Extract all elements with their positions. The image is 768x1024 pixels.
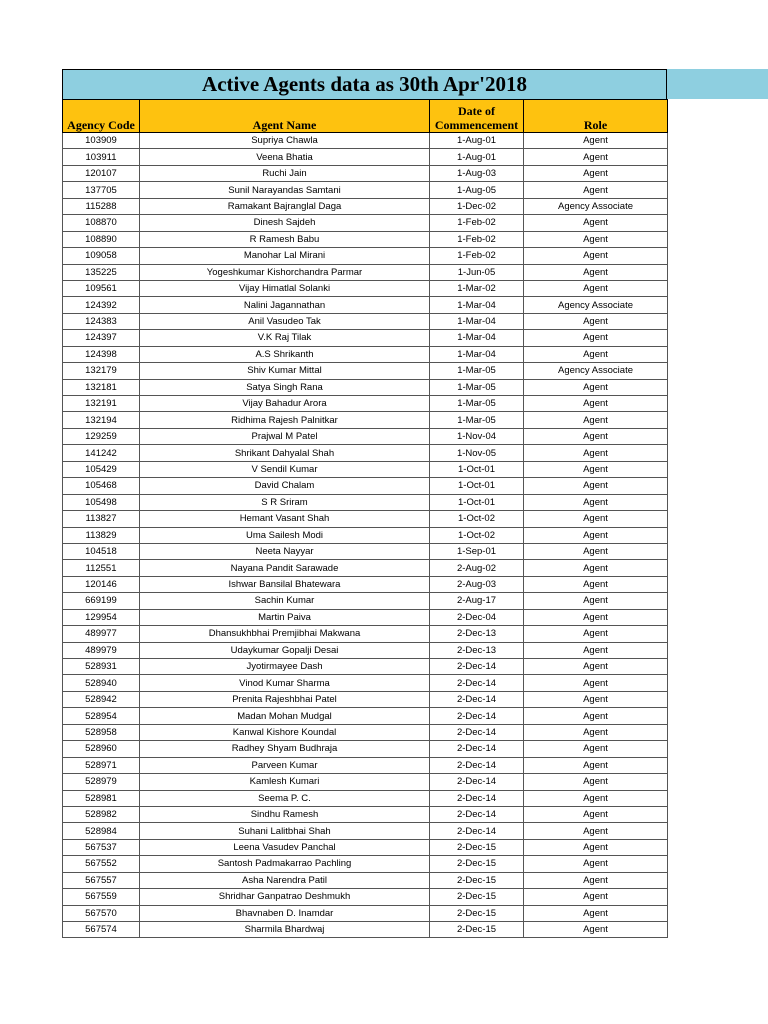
agent-name-cell: Madan Mohan Mudgal xyxy=(140,708,430,724)
agency-code-cell: 528958 xyxy=(63,724,140,740)
table-row xyxy=(63,543,668,559)
commencement-date-cell: 2-Dec-15 xyxy=(430,872,524,888)
agency-code-cell: 528942 xyxy=(63,691,140,707)
agent-name-cell: V Sendil Kumar xyxy=(140,461,430,477)
header-agency-code: Agency Code xyxy=(63,100,140,133)
agent-name-cell: Vijay Bahadur Arora xyxy=(140,396,430,412)
agent-name-cell: Sharmila Bhardwaj xyxy=(140,922,430,938)
table-row xyxy=(63,659,668,675)
commencement-date-cell: 1-Mar-04 xyxy=(430,330,524,346)
role-cell: Agent xyxy=(524,445,668,461)
agent-name-cell: Sachin Kumar xyxy=(140,593,430,609)
table-row xyxy=(63,872,668,888)
role-cell: Agency Associate xyxy=(524,198,668,214)
agent-name-cell: Ramakant Bajranglal Daga xyxy=(140,198,430,214)
agent-name-cell: Ridhima Rajesh Palnitkar xyxy=(140,412,430,428)
role-cell: Agent xyxy=(524,856,668,872)
role-cell: Agent xyxy=(524,922,668,938)
agency-code-cell: 528979 xyxy=(63,774,140,790)
agent-name-cell: Vinod Kumar Sharma xyxy=(140,675,430,691)
agent-name-cell: Dhansukhbhai Premjibhai Makwana xyxy=(140,626,430,642)
commencement-date-cell: 2-Dec-14 xyxy=(430,708,524,724)
table-row xyxy=(63,806,668,822)
role-cell: Agent xyxy=(524,741,668,757)
role-cell: Agent xyxy=(524,494,668,510)
role-cell: Agent xyxy=(524,609,668,625)
header-agent-name: Agent Name xyxy=(140,100,430,133)
table-row xyxy=(63,280,668,296)
role-cell: Agent xyxy=(524,691,668,707)
agent-name-cell: Radhey Shyam Budhraja xyxy=(140,741,430,757)
commencement-date-cell: 2-Dec-14 xyxy=(430,757,524,773)
agent-name-cell: Suhani Lalitbhai Shah xyxy=(140,823,430,839)
agency-code-cell: 669199 xyxy=(63,593,140,609)
commencement-date-cell: 2-Dec-13 xyxy=(430,642,524,658)
role-cell: Agent xyxy=(524,576,668,592)
agency-code-cell: 528971 xyxy=(63,757,140,773)
commencement-date-cell: 1-Mar-05 xyxy=(430,412,524,428)
commencement-date-cell: 1-Mar-02 xyxy=(430,280,524,296)
commencement-date-cell: 2-Dec-14 xyxy=(430,675,524,691)
commencement-date-cell: 1-Feb-02 xyxy=(430,231,524,247)
agent-name-cell: Parveen Kumar xyxy=(140,757,430,773)
table-row xyxy=(63,511,668,527)
role-cell: Agent xyxy=(524,149,668,165)
header-role: Role xyxy=(524,100,668,133)
table-row xyxy=(63,856,668,872)
header-row xyxy=(63,100,668,133)
agent-name-cell: Ishwar Bansilal Bhatewara xyxy=(140,576,430,592)
table-row xyxy=(63,527,668,543)
table-row xyxy=(63,149,668,165)
agent-name-cell: Manohar Lal Mirani xyxy=(140,248,430,264)
table-row xyxy=(63,313,668,329)
table-row xyxy=(63,691,668,707)
table-row xyxy=(63,889,668,905)
table-row xyxy=(63,231,668,247)
commencement-date-cell: 2-Dec-14 xyxy=(430,691,524,707)
table-row xyxy=(63,790,668,806)
agency-code-cell: 113829 xyxy=(63,527,140,543)
agency-code-cell: 105429 xyxy=(63,461,140,477)
commencement-date-cell: 2-Dec-14 xyxy=(430,741,524,757)
role-cell: Agent xyxy=(524,889,668,905)
commencement-date-cell: 1-Oct-01 xyxy=(430,494,524,510)
role-cell: Agent xyxy=(524,593,668,609)
agent-name-cell: Prenita Rajeshbhai Patel xyxy=(140,691,430,707)
role-cell: Agent xyxy=(524,543,668,559)
agent-name-cell: Udaykumar Gopalji Desai xyxy=(140,642,430,658)
role-cell: Agent xyxy=(524,905,668,921)
commencement-date-cell: 2-Dec-04 xyxy=(430,609,524,625)
table-row xyxy=(63,905,668,921)
role-cell: Agent xyxy=(524,659,668,675)
table-row xyxy=(63,428,668,444)
commencement-date-cell: 1-Mar-04 xyxy=(430,297,524,313)
agency-code-cell: 141242 xyxy=(63,445,140,461)
agency-code-cell: 528931 xyxy=(63,659,140,675)
agency-code-cell: 124397 xyxy=(63,330,140,346)
agency-code-cell: 103911 xyxy=(63,149,140,165)
agent-name-cell: Satya Singh Rana xyxy=(140,379,430,395)
agent-name-cell: Vijay Himatlal Solanki xyxy=(140,280,430,296)
commencement-date-cell: 2-Dec-14 xyxy=(430,806,524,822)
agency-code-cell: 120107 xyxy=(63,165,140,181)
agency-code-cell: 129954 xyxy=(63,609,140,625)
header-date-of-commencement xyxy=(430,100,524,133)
agency-code-cell: 567570 xyxy=(63,905,140,921)
table-row xyxy=(63,330,668,346)
commencement-date-cell: 2-Aug-03 xyxy=(430,576,524,592)
agency-code-cell: 108890 xyxy=(63,231,140,247)
table-row xyxy=(63,560,668,576)
table-row xyxy=(63,363,668,379)
agency-code-cell: 105498 xyxy=(63,494,140,510)
role-cell: Agent xyxy=(524,461,668,477)
commencement-date-cell: 2-Dec-15 xyxy=(430,922,524,938)
agent-name-cell: Uma Sailesh Modi xyxy=(140,527,430,543)
agency-code-cell: 137705 xyxy=(63,182,140,198)
header-date-line1: Date of xyxy=(458,104,495,118)
commencement-date-cell: 2-Dec-14 xyxy=(430,774,524,790)
table-row xyxy=(63,774,668,790)
commencement-date-cell: 1-Dec-02 xyxy=(430,198,524,214)
table-row xyxy=(63,724,668,740)
sheet-title: Active Agents data as 30th Apr'2018 xyxy=(202,72,527,96)
table-row xyxy=(63,133,668,149)
commencement-date-cell: 1-Sep-01 xyxy=(430,543,524,559)
table-row xyxy=(63,757,668,773)
role-cell: Agent xyxy=(524,478,668,494)
role-cell: Agent xyxy=(524,428,668,444)
role-cell: Agent xyxy=(524,280,668,296)
commencement-date-cell: 2-Dec-15 xyxy=(430,889,524,905)
table-row xyxy=(63,642,668,658)
role-cell: Agent xyxy=(524,757,668,773)
agency-code-cell: 115288 xyxy=(63,198,140,214)
commencement-date-cell: 1-Mar-04 xyxy=(430,313,524,329)
commencement-date-cell: 1-Aug-01 xyxy=(430,149,524,165)
commencement-date-cell: 1-Oct-01 xyxy=(430,478,524,494)
agent-name-cell: Nayana Pandit Sarawade xyxy=(140,560,430,576)
agent-name-cell: Veena Bhatia xyxy=(140,149,430,165)
commencement-date-cell: 1-Oct-01 xyxy=(430,461,524,477)
role-cell: Agent xyxy=(524,133,668,149)
agency-code-cell: 124392 xyxy=(63,297,140,313)
agency-code-cell: 489977 xyxy=(63,626,140,642)
role-cell: Agent xyxy=(524,182,668,198)
agency-code-cell: 108870 xyxy=(63,215,140,231)
role-cell: Agent xyxy=(524,724,668,740)
header-date-line2: Commencement xyxy=(434,118,519,132)
table-row xyxy=(63,461,668,477)
commencement-date-cell: 1-Mar-04 xyxy=(430,346,524,362)
table-row xyxy=(63,182,668,198)
agency-code-cell: 124383 xyxy=(63,313,140,329)
agent-name-cell: Shrikant Dahyalal Shah xyxy=(140,445,430,461)
table-row xyxy=(63,741,668,757)
role-cell: Agent xyxy=(524,346,668,362)
commencement-date-cell: 2-Dec-14 xyxy=(430,790,524,806)
table-row xyxy=(63,264,668,280)
agent-name-cell: Santosh Padmakarrao Pachling xyxy=(140,856,430,872)
agency-code-cell: 567557 xyxy=(63,872,140,888)
table-row xyxy=(63,922,668,938)
commencement-date-cell: 2-Dec-14 xyxy=(430,823,524,839)
role-cell: Agent xyxy=(524,560,668,576)
agent-name-cell: Prajwal M Patel xyxy=(140,428,430,444)
table-row xyxy=(63,297,668,313)
table-row xyxy=(63,396,668,412)
table-row xyxy=(63,165,668,181)
commencement-date-cell: 1-Aug-01 xyxy=(430,133,524,149)
role-cell: Agent xyxy=(524,248,668,264)
role-cell: Agent xyxy=(524,165,668,181)
agency-code-cell: 567559 xyxy=(63,889,140,905)
commencement-date-cell: 1-Feb-02 xyxy=(430,215,524,231)
agent-name-cell: Asha Narendra Patil xyxy=(140,872,430,888)
agency-code-cell: 132191 xyxy=(63,396,140,412)
role-cell: Agent xyxy=(524,823,668,839)
commencement-date-cell: 1-Jun-05 xyxy=(430,264,524,280)
agent-name-cell: David Chalam xyxy=(140,478,430,494)
commencement-date-cell: 2-Aug-02 xyxy=(430,560,524,576)
role-cell: Agent xyxy=(524,708,668,724)
role-cell: Agent xyxy=(524,790,668,806)
commencement-date-cell: 2-Dec-15 xyxy=(430,905,524,921)
role-cell: Agent xyxy=(524,626,668,642)
table-row xyxy=(63,609,668,625)
agency-code-cell: 567552 xyxy=(63,856,140,872)
agent-name-cell: Kanwal Kishore Koundal xyxy=(140,724,430,740)
agent-name-cell: Sunil Narayandas Samtani xyxy=(140,182,430,198)
role-cell: Agent xyxy=(524,806,668,822)
agent-name-cell: Seema P. C. xyxy=(140,790,430,806)
role-cell: Agency Associate xyxy=(524,363,668,379)
agent-name-cell: Shiv Kumar Mittal xyxy=(140,363,430,379)
agent-name-cell: Supriya Chawla xyxy=(140,133,430,149)
table-row xyxy=(63,412,668,428)
agent-name-cell: Yogeshkumar Kishorchandra Parmar xyxy=(140,264,430,280)
agency-code-cell: 132179 xyxy=(63,363,140,379)
commencement-date-cell: 1-Aug-03 xyxy=(430,165,524,181)
agent-name-cell: Leena Vasudev Panchal xyxy=(140,839,430,855)
agency-code-cell: 528954 xyxy=(63,708,140,724)
agency-code-cell: 109561 xyxy=(63,280,140,296)
table-row xyxy=(63,823,668,839)
commencement-date-cell: 1-Mar-05 xyxy=(430,379,524,395)
commencement-date-cell: 2-Dec-14 xyxy=(430,724,524,740)
agency-code-cell: 489979 xyxy=(63,642,140,658)
table-row xyxy=(63,626,668,642)
role-cell: Agent xyxy=(524,379,668,395)
role-cell: Agency Associate xyxy=(524,297,668,313)
role-cell: Agent xyxy=(524,675,668,691)
role-cell: Agent xyxy=(524,872,668,888)
agent-name-cell: Bhavnaben D. Inamdar xyxy=(140,905,430,921)
agency-code-cell: 528960 xyxy=(63,741,140,757)
agent-name-cell: Anil Vasudeo Tak xyxy=(140,313,430,329)
agency-code-cell: 112551 xyxy=(63,560,140,576)
table-row xyxy=(63,215,668,231)
role-cell: Agent xyxy=(524,231,668,247)
commencement-date-cell: 2-Aug-17 xyxy=(430,593,524,609)
table-row xyxy=(63,576,668,592)
agent-name-cell: Neeta Nayyar xyxy=(140,543,430,559)
agency-code-cell: 105468 xyxy=(63,478,140,494)
role-cell: Agent xyxy=(524,330,668,346)
agency-code-cell: 528981 xyxy=(63,790,140,806)
role-cell: Agent xyxy=(524,215,668,231)
agency-code-cell: 567574 xyxy=(63,922,140,938)
agent-name-cell: Ruchi Jain xyxy=(140,165,430,181)
commencement-date-cell: 2-Dec-14 xyxy=(430,659,524,675)
agent-name-cell: Kamlesh Kumari xyxy=(140,774,430,790)
agent-name-cell: Martin Paiva xyxy=(140,609,430,625)
agent-name-cell: R Ramesh Babu xyxy=(140,231,430,247)
agency-code-cell: 528984 xyxy=(63,823,140,839)
role-cell: Agent xyxy=(524,839,668,855)
agency-code-cell: 104518 xyxy=(63,543,140,559)
table-row xyxy=(63,839,668,855)
table-row xyxy=(63,478,668,494)
table-row xyxy=(63,445,668,461)
agency-code-cell: 129259 xyxy=(63,428,140,444)
agent-name-cell: Sindhu Ramesh xyxy=(140,806,430,822)
agency-code-cell: 120146 xyxy=(63,576,140,592)
commencement-date-cell: 1-Mar-05 xyxy=(430,396,524,412)
commencement-date-cell: 2-Dec-15 xyxy=(430,856,524,872)
table-row xyxy=(63,379,668,395)
commencement-date-cell: 1-Mar-05 xyxy=(430,363,524,379)
table-row xyxy=(63,248,668,264)
agency-code-cell: 135225 xyxy=(63,264,140,280)
agency-code-cell: 109058 xyxy=(63,248,140,264)
agent-name-cell: Nalini Jagannathan xyxy=(140,297,430,313)
commencement-date-cell: 1-Feb-02 xyxy=(430,248,524,264)
agent-name-cell: Jyotirmayee Dash xyxy=(140,659,430,675)
table-row xyxy=(63,708,668,724)
agency-code-cell: 528982 xyxy=(63,806,140,822)
agent-name-cell: Shridhar Ganpatrao Deshmukh xyxy=(140,889,430,905)
commencement-date-cell: 2-Dec-15 xyxy=(430,839,524,855)
table-row xyxy=(63,593,668,609)
role-cell: Agent xyxy=(524,313,668,329)
table-row xyxy=(63,346,668,362)
role-cell: Agent xyxy=(524,264,668,280)
agency-code-cell: 132194 xyxy=(63,412,140,428)
agency-code-cell: 567537 xyxy=(63,839,140,855)
commencement-date-cell: 2-Dec-13 xyxy=(430,626,524,642)
agent-name-cell: Hemant Vasant Shah xyxy=(140,511,430,527)
table-body xyxy=(63,133,668,938)
agent-name-cell: S R Sriram xyxy=(140,494,430,510)
role-cell: Agent xyxy=(524,396,668,412)
table-row xyxy=(63,198,668,214)
agents-table xyxy=(62,99,668,938)
commencement-date-cell: 1-Aug-05 xyxy=(430,182,524,198)
role-cell: Agent xyxy=(524,412,668,428)
commencement-date-cell: 1-Oct-02 xyxy=(430,527,524,543)
agency-code-cell: 132181 xyxy=(63,379,140,395)
agent-name-cell: A.S Shrikanth xyxy=(140,346,430,362)
agent-name-cell: V.K Raj Tilak xyxy=(140,330,430,346)
commencement-date-cell: 1-Oct-02 xyxy=(430,511,524,527)
commencement-date-cell: 1-Nov-05 xyxy=(430,445,524,461)
table-row xyxy=(63,675,668,691)
role-cell: Agent xyxy=(524,511,668,527)
role-cell: Agent xyxy=(524,774,668,790)
role-cell: Agent xyxy=(524,642,668,658)
commencement-date-cell: 1-Nov-04 xyxy=(430,428,524,444)
agency-code-cell: 124398 xyxy=(63,346,140,362)
role-cell: Agent xyxy=(524,527,668,543)
agent-name-cell: Dinesh Sajdeh xyxy=(140,215,430,231)
agency-code-cell: 103909 xyxy=(63,133,140,149)
table-row xyxy=(63,494,668,510)
agency-code-cell: 528940 xyxy=(63,675,140,691)
agency-code-cell: 113827 xyxy=(63,511,140,527)
